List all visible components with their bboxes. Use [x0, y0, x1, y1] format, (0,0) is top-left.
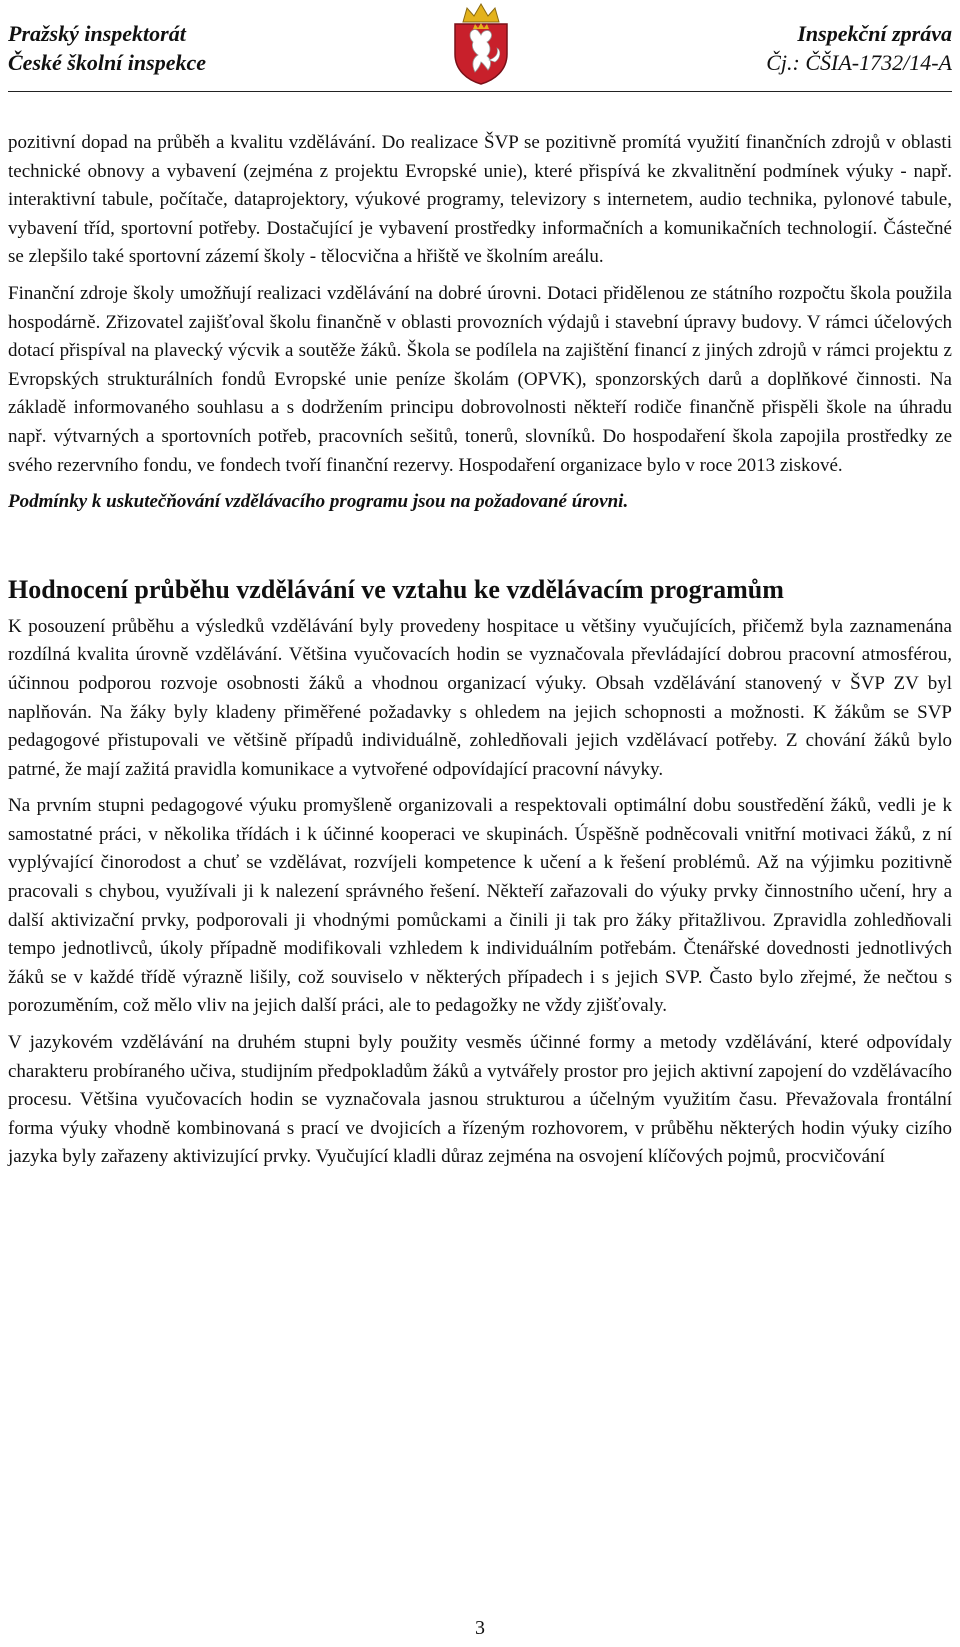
- header-right: [766, 19, 952, 77]
- reference-number: Čj.: ČŠIA-1732/14-A: [766, 50, 952, 75]
- czech-coat-of-arms-icon: [445, 2, 517, 86]
- paragraph-finances: Finanční zdroje školy umožňují realizaci vzdělávání na dobré úrovni. Dotaci přidělenou ze státního rozpočtu škola použila hospodárně. Zřizovatel zajišťoval školu finančně v oblasti provozních výdajů i stavební úpravy budovy. V rámci účelových dotací přispíval na plavecký výcvik a soutěže žáků. Škola se podílela na zajištění financí z jiných zdrojů v rámci projektu z Evropských strukturálních fondů Evropské unie peníze školám (OPVK), sponzorských darů a doplňkové činnosti. Na základě informovaného souhlasu a s dodržením principu dobrovolnosti někteří rodiče finančně přispěli škole na úhradu např. výtvarných a sportovních potřeb, pracovních sešitů, tonerů, slovníků. Do hospodaření škola zapojila prostředky ze svého rezervního fondu, ve fondech tvoří finanční rezervy. Hospodaření organizace bylo v roce 2013 ziskové.: [8, 282, 952, 476]
- header-left: [8, 19, 206, 77]
- paragraph-first-stage: Na prvním stupni pedagogové výuku promyšleně organizovali a respektovali optimální dobu soustředění žáků, vedli je k samostatné práci, v několika třídách i k účinné kooperaci ve skupinách. Úspěšně podněcovali vnitřní motivaci žáků, z ní vyplývající činorodost a chuť se vzdělávat, rozvíjeli kompetence k učení a k řešení problémů. Až na výjimku pozitivně pracovali s chybou, využívali ji k nalezení správného řešení. Někteří zařazovali do výuky prvky činnostního učení, hry a další aktivizační prvky, podporovali ji vhodnými pomůckami a činili ji tak pro žáky přitažlivou. Zpravidla zohledňovali tempo jednotlivců, úkoly případně modifikovali vzhledem k individuálním potřebám. Čtenářské dovednosti jednotlivých žáků se v každé třídě výrazně lišily, což souviselo v některých případech i s jejich SVP. Často bylo zřejmé, že nečtou s porozuměním, což mělo vliv na jejich další práci, ale to pedagožky ne vždy zjišťovaly.: [8, 795, 952, 1017]
- page-header: [8, 0, 952, 110]
- institution-name: České školní inspekce: [8, 50, 206, 75]
- inspectorate-name: Pražský inspektorát: [8, 21, 186, 46]
- paragraph-language-education: V jazykovém vzdělávání na druhém stupni byly použity vesměs účinné formy a metody vzdělávání, které odpovídaly charakteru probíraného učiva, studijním předpokladům žáků a vytvářely prostor pro jejich aktivní zapojení do vzdělávacího procesu. Většina vyučovacích hodin se vyznačovala jasnou strukturou a účelným využitím času. Převažovala frontální forma výuky vhodně kombinovaná s prací ve dvojicích a řízeným rozhovorem, v průběhu některých hodin výuky cizího jazyka byly zařazeny aktivizující prvky. Vyučující kladli důraz zejména na osvojení klíčových pojmů, procvičování: [8, 1032, 952, 1168]
- paragraph-lesson-observations: K posouzení průběhu a výsledků vzdělávání byly provedeny hospitace u většiny vyučujících, přičemž byla zaznamenána rozdílná kvalita úrovně vzdělávání. Většina vyučovacích hodin se vyznačovala převládající dobrou pracovní atmosférou, účinnou podporou rozvoje osobnosti žáků a vhodnou organizací výuky. Obsah vzdělávání stanovený v ŠVP ZV byl naplňován. Na žáky byly kladeny přiměřené požadavky s ohledem na jejich schopnosti a možnosti. K žákům se SVP pedagogové přistupovali ve většině případů individuálně, zohledňovali jejich vzdělávací potřeby. Z chování žáků bylo patrné, že mají zažitá pravidla komunikace a vytvořené odpovídající pracovní návyky.: [8, 615, 952, 780]
- page-number: 3: [475, 1617, 485, 1639]
- report-content: [8, 129, 952, 1180]
- report-type: Inspekční zpráva: [797, 21, 952, 46]
- section-heading: Hodnocení průběhu vzdělávání ve vztahu ke vzdělávacím programům: [8, 574, 784, 604]
- paragraph-equipment: pozitivní dopad na průběh a kvalitu vzdělávání. Do realizace ŠVP se pozitivně promítá využití finančních zdrojů v oblasti technické obnovy a vybavení (zejména z projektu Evropské unie), které přispívá ke zkvalitnění podmínek výuky - např. interaktivní tabule, počítače, dataprojektory, výukové programy, televizory s internetem, audio technika, pylonové tabule, vybavení tříd, sportovní potřeby. Dostačující je vybavení prostředky informačních a komunikačních technologií. Částečné se zlepšilo také sportovní zázemí školy - tělocvična a hřiště ve školním areálu.: [8, 132, 952, 268]
- header-divider: [8, 91, 952, 92]
- conclusion-statement: Podmínky k uskutečňování vzdělávacího programu jsou na požadované úrovni.: [8, 491, 629, 513]
